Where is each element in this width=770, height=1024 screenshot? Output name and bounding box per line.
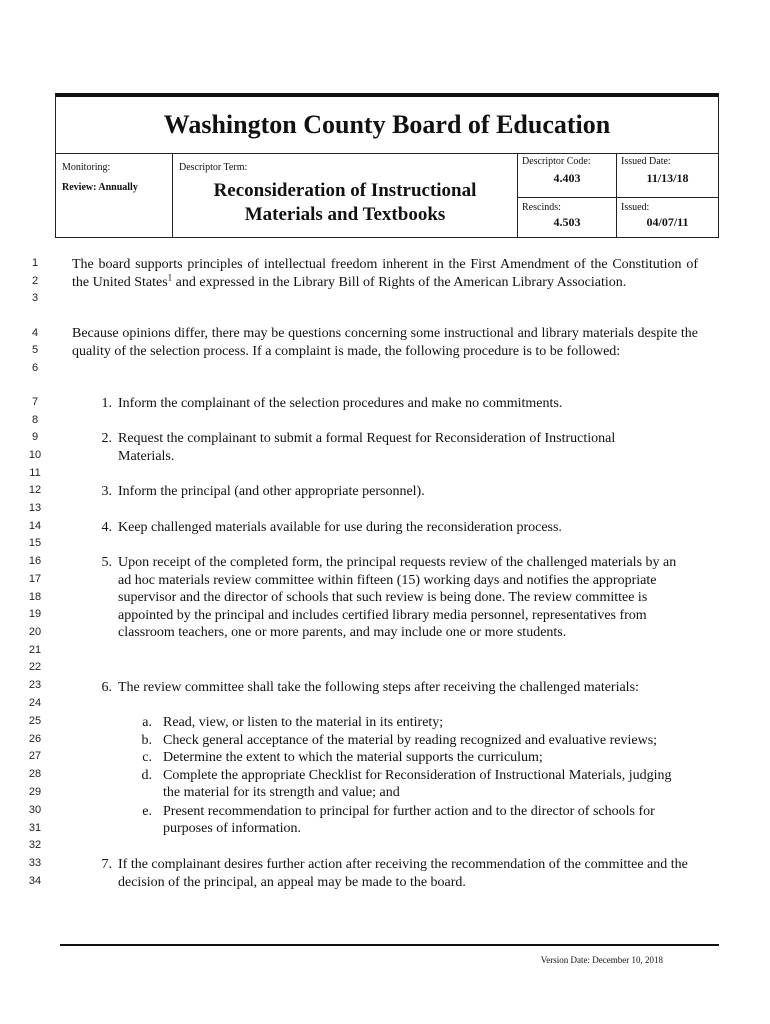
- substep-letter: e.: [142, 804, 152, 819]
- footer-rule: [60, 944, 719, 946]
- line-number: 15: [28, 537, 42, 549]
- committee-step: [132, 714, 702, 731]
- committee-step: [132, 749, 702, 766]
- descriptor-code-value: 4.403: [553, 171, 581, 185]
- line-number: 18: [28, 591, 42, 603]
- line-number: 8: [31, 414, 39, 426]
- step-text: Upon receipt of the completed form, the principal requests review of the challenged materials by an ad hoc materials review committee within fifteen (15) working days and notifies the appropriate supervisor and the director of schools that such review is being done. The review committee is appointed by the principal and includes certified library media personnel, representatives from classroom teachers, one or more parents, and may include one or more students.: [118, 555, 677, 640]
- board-title: Washington County Board of Education: [56, 97, 718, 154]
- issued-date-label: Issued Date:: [621, 156, 671, 167]
- line-number: 16: [28, 555, 42, 567]
- procedure-step: [88, 679, 698, 697]
- step-number: 2.: [101, 431, 112, 446]
- step-number: 7.: [101, 857, 112, 872]
- line-number: 22: [28, 661, 42, 673]
- line-number: 1: [31, 257, 39, 269]
- step-number: 1.: [101, 396, 112, 411]
- substep-text: Complete the appropriate Checklist for Reconsideration of Instructional Materials, judging the material for its strength and value; and: [163, 768, 672, 801]
- substep-text: Read, view, or listen to the material in its entirety;: [163, 715, 444, 730]
- line-number: 28: [28, 768, 42, 780]
- version-date: Version Date: December 10, 2018: [540, 955, 663, 965]
- intro-paragraph: [72, 256, 698, 291]
- intro-text: The board supports principles of intellectual freedom inherent in the First Amendment of the Constitution of the United States: [72, 257, 698, 290]
- substep-letter: d.: [141, 768, 152, 783]
- procedure-intro-paragraph: Because opinions differ, there may be questions concerning some instructional and library materials despite the quality of the selection process. If a complaint is made, the following procedure is to be followed:: [72, 326, 698, 359]
- line-number: 33: [28, 857, 42, 869]
- step-text: Keep challenged materials available for use during the reconsideration process.: [118, 520, 562, 535]
- line-number: 21: [28, 644, 42, 656]
- procedure-step: [88, 395, 698, 413]
- step-number: 4.: [101, 520, 112, 535]
- rescinds-cell: [518, 198, 617, 237]
- issued-date-value: 11/13/18: [646, 171, 689, 185]
- line-number: 20: [28, 626, 42, 638]
- procedure-step: [88, 483, 698, 501]
- substep-letter: b.: [141, 733, 152, 748]
- line-number: 26: [28, 733, 42, 745]
- line-number: 25: [28, 715, 42, 727]
- line-number: 29: [28, 786, 42, 798]
- line-number: 32: [28, 839, 42, 851]
- step-text: Request the complainant to submit a formal Request for Reconsideration of Instructional Materials.: [118, 431, 616, 464]
- descriptor-term-label: Descriptor Term:: [179, 162, 248, 173]
- line-number: 7: [31, 396, 39, 408]
- committee-step: [132, 767, 702, 802]
- rescinds-value: 4.503: [553, 215, 581, 229]
- line-number: 23: [28, 679, 42, 691]
- issued-cell: [617, 198, 718, 237]
- descriptor-term: [173, 179, 517, 227]
- procedure-step: [88, 856, 698, 891]
- line-number: 24: [28, 697, 42, 709]
- line-number: 3: [31, 292, 39, 304]
- step-text: Inform the principal (and other appropriate personnel).: [118, 484, 425, 499]
- line-number: 5: [31, 344, 39, 356]
- monitoring-label: Monitoring:: [62, 162, 111, 173]
- footnote-marker: 1: [167, 271, 173, 282]
- procedure-step: [88, 519, 698, 537]
- line-number: 9: [31, 431, 39, 443]
- issued-value: 04/07/11: [646, 215, 689, 229]
- line-number: 27: [28, 750, 42, 762]
- substep-text: Check general acceptance of the material by reading recognized and evaluative reviews;: [163, 733, 658, 748]
- intro-text-continued: and expressed in the Library Bill of Rights of the American Library Association.: [172, 274, 627, 290]
- committee-step: [132, 803, 702, 838]
- step-text: Inform the complainant of the selection procedures and make no commitments.: [118, 396, 563, 411]
- monitoring-value: Review: Annually: [62, 182, 138, 193]
- descriptor-term-cell: [173, 153, 518, 237]
- issued-label: Issued:: [621, 202, 650, 213]
- line-number: 2: [31, 275, 39, 287]
- line-number: 30: [28, 804, 42, 816]
- policy-header: [55, 93, 719, 238]
- descriptor-code-label: Descriptor Code:: [522, 156, 591, 167]
- line-number: 4: [31, 327, 39, 339]
- descriptor-code-cell: [518, 153, 617, 198]
- descriptor-term-line1: Reconsideration of Instructional: [213, 180, 477, 201]
- issued-date-cell: [617, 153, 718, 198]
- line-number: 34: [28, 875, 42, 887]
- line-number: 10: [28, 449, 42, 461]
- committee-step: [132, 732, 702, 749]
- step-number: 5.: [101, 555, 112, 570]
- substep-letter: c.: [142, 750, 152, 765]
- line-number: 13: [28, 502, 42, 514]
- step-text: The review committee shall take the following steps after receiving the challenged materials:: [118, 680, 639, 695]
- line-number: 12: [28, 484, 42, 496]
- step-number: 3.: [101, 484, 112, 499]
- substep-letter: a.: [142, 715, 152, 730]
- line-number: 11: [29, 467, 41, 479]
- substep-text: Determine the extent to which the material supports the curriculum;: [163, 750, 543, 765]
- step-number: 6.: [101, 680, 112, 695]
- line-number: 17: [28, 573, 42, 585]
- line-number: 6: [31, 362, 39, 374]
- line-number: 19: [28, 608, 42, 620]
- monitoring-cell: [56, 153, 173, 237]
- substep-text: Present recommendation to principal for further action and to the director of schools for purposes of information.: [163, 804, 655, 837]
- line-number: 31: [28, 822, 42, 834]
- procedure-step: [88, 554, 698, 642]
- rescinds-label: Rescinds:: [522, 202, 561, 213]
- step-text: If the complainant desires further action after receiving the recommendation of the committee and the decision of the principal, an appeal may be made to the board.: [118, 857, 688, 890]
- descriptor-term-line2: Materials and Textbooks: [244, 204, 446, 225]
- procedure-step: [88, 430, 698, 465]
- line-number: 14: [28, 520, 42, 532]
